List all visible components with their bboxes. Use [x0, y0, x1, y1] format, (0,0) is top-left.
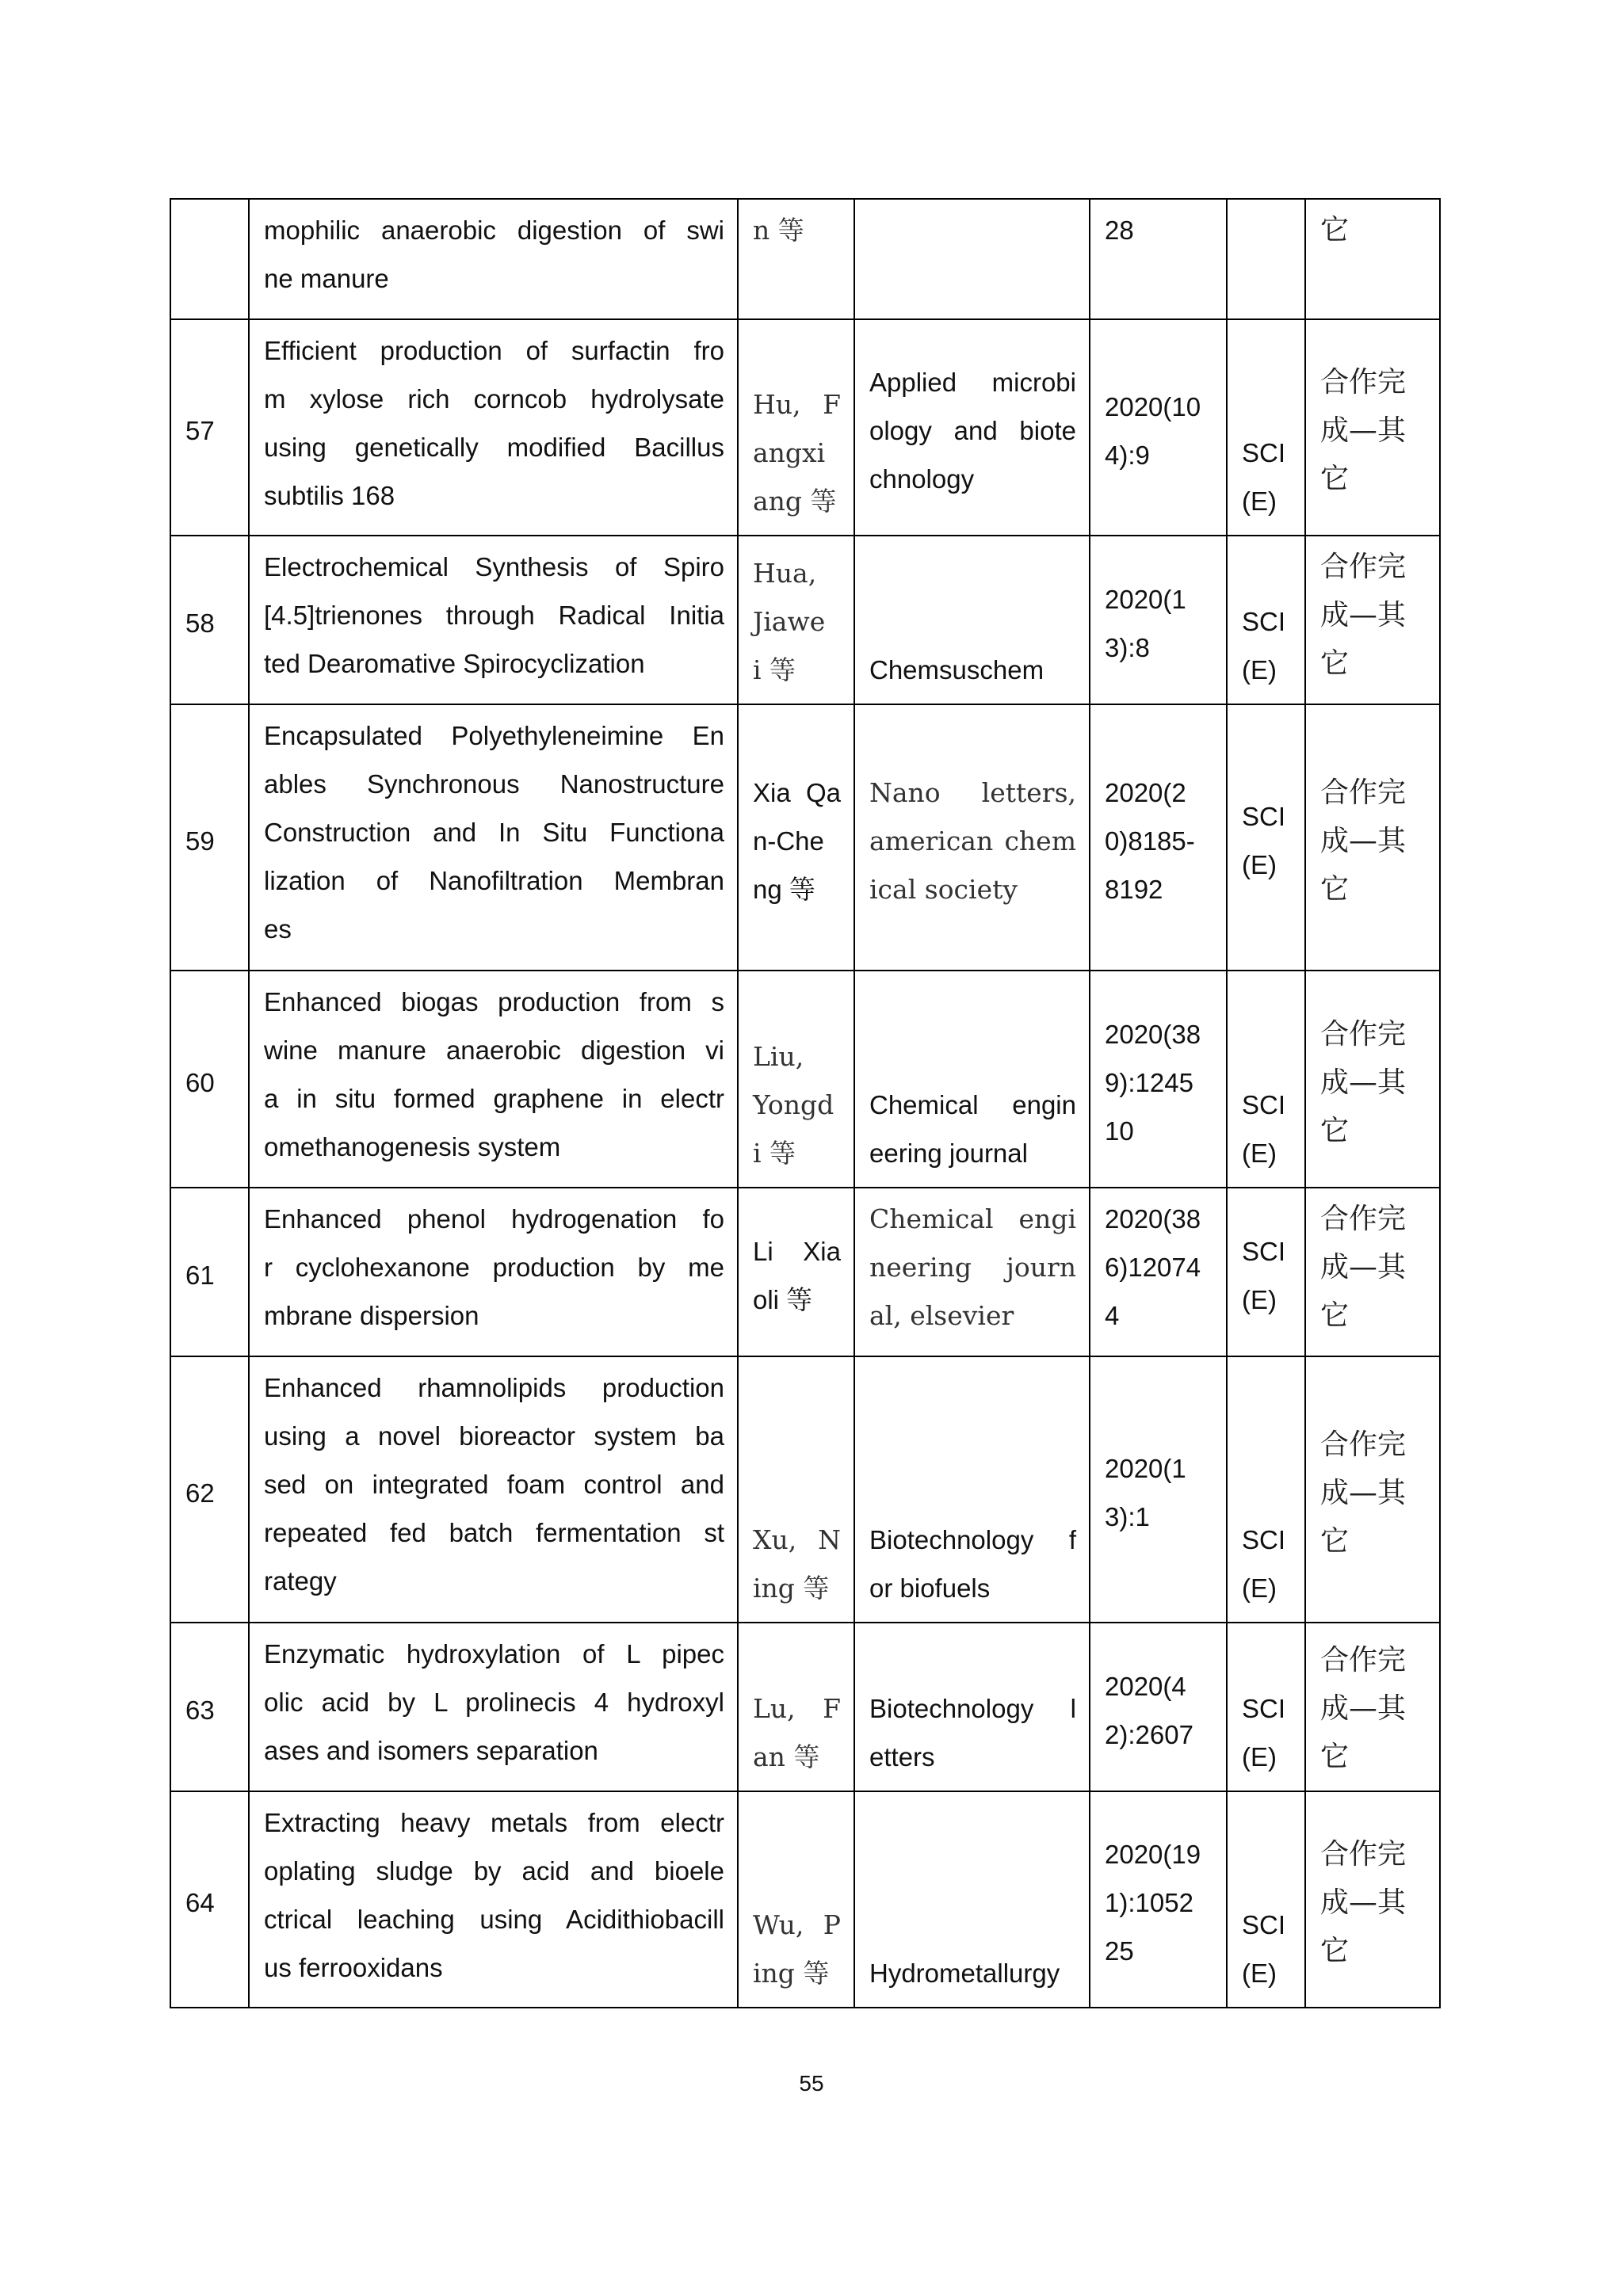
role-line: 合作完 — [1320, 1838, 1407, 1871]
issue-line: 0)8185- — [1105, 826, 1195, 856]
role-line: 它 — [1320, 1935, 1350, 1967]
cell-journal — [854, 1188, 1090, 1356]
author-line: Li Xia — [753, 1236, 841, 1266]
cell-title — [249, 1791, 738, 2008]
index-line: SCI — [1242, 1525, 1286, 1554]
title-line: olic acid by L prolinecis 4 hydroxyl — [264, 1688, 724, 1717]
title-line: ables Synchronous Nanostructure — [264, 769, 724, 799]
cell-author — [738, 1791, 854, 2008]
author-line: n 等 — [753, 215, 804, 246]
cell-issue — [1090, 319, 1227, 536]
author-line: i 等 — [753, 654, 796, 685]
title-line: lization of Nanofiltration Membran — [264, 866, 724, 895]
role-line: 成—其 — [1320, 1476, 1407, 1509]
author-line: Liu, — [753, 1041, 804, 1072]
issue-line: 6)12074 — [1105, 1253, 1201, 1282]
title-line: Construction and In Situ Functiona — [264, 818, 724, 847]
title-line: mophilic anaerobic digestion of swi — [264, 215, 724, 245]
cell-index — [1227, 319, 1305, 536]
role-line: 合作完 — [1320, 1017, 1407, 1051]
cell-journal — [854, 536, 1090, 704]
cell-role — [1305, 319, 1440, 536]
index-line: (E) — [1242, 1573, 1277, 1603]
role-line: 它 — [1320, 647, 1350, 680]
cell-index — [1227, 199, 1305, 319]
title-line: omethanogenesis system — [264, 1132, 561, 1161]
journal-line: neering journ — [869, 1252, 1076, 1283]
title-line: ne manure — [264, 264, 389, 293]
cell-no: 60 — [170, 971, 249, 1188]
table-row — [170, 971, 1440, 1188]
issue-line: 10 — [1105, 1116, 1134, 1146]
role-line: 它 — [1320, 1524, 1350, 1558]
title-line: subtilis 168 — [264, 481, 395, 510]
issue-line: 9):1245 — [1105, 1067, 1193, 1097]
cell-no — [170, 199, 249, 319]
title-line: rategy — [264, 1566, 337, 1596]
cell-role — [1305, 536, 1440, 704]
index-line: SCI — [1242, 802, 1286, 831]
title-line: wine manure anaerobic digestion vi — [264, 1035, 724, 1065]
cell-index — [1227, 1188, 1305, 1356]
cell-author — [738, 319, 854, 536]
title-line: Enhanced rhamnolipids production — [264, 1373, 724, 1402]
author-line: an 等 — [753, 1741, 820, 1772]
cell-issue — [1090, 1188, 1227, 1356]
title-line: repeated fed batch fermentation st — [264, 1518, 724, 1547]
role-line: 它 — [1320, 1741, 1350, 1773]
cell-no: 61 — [170, 1188, 249, 1356]
author-line: Xia Qa — [753, 777, 841, 807]
issue-line: 8192 — [1105, 874, 1163, 904]
table-row — [170, 1188, 1440, 1356]
author-line: oli 等 — [753, 1284, 813, 1314]
author-line: ng 等 — [753, 874, 815, 904]
journal-line: Hydrometallurgy — [869, 1958, 1060, 1988]
cell-no: 57 — [170, 319, 249, 536]
cell-no: 62 — [170, 1356, 249, 1623]
title-line: using a novel bioreactor system ba — [264, 1421, 724, 1451]
cell-role — [1305, 1791, 1440, 2008]
role-line: 它 — [1320, 214, 1350, 246]
title-line: mbrane dispersion — [264, 1301, 479, 1330]
cell-title — [249, 1356, 738, 1623]
cell-no: 58 — [170, 536, 249, 704]
journal-line: Nano letters, — [869, 776, 1076, 808]
page-number: 55 — [799, 2071, 824, 2096]
author-line: Lu, F — [753, 1693, 841, 1724]
journal-line: etters — [869, 1742, 935, 1772]
title-line: oplating sludge by acid and bioele — [264, 1856, 724, 1886]
cell-index — [1227, 536, 1305, 704]
role-line: 它 — [1320, 1299, 1350, 1332]
title-line: us ferrooxidans — [264, 1953, 443, 1982]
cell-title — [249, 704, 738, 971]
issue-line: 3):1 — [1105, 1502, 1150, 1531]
index-line: SCI — [1242, 1236, 1286, 1266]
author-line: ing 等 — [753, 1573, 830, 1604]
cell-issue — [1090, 1791, 1227, 2008]
issue-line: 28 — [1105, 215, 1134, 245]
title-line: ases and isomers separation — [264, 1736, 598, 1765]
journal-line: Biotechnology l — [869, 1694, 1076, 1723]
index-line: (E) — [1242, 1138, 1277, 1168]
cell-journal — [854, 1623, 1090, 1791]
cell-author — [738, 199, 854, 319]
journal-line: Applied microbi — [869, 368, 1076, 397]
issue-line: 4):9 — [1105, 440, 1150, 470]
cell-title — [249, 319, 738, 536]
journal-line: Biotechnology f — [869, 1525, 1076, 1554]
journal-line: chnology — [869, 464, 975, 494]
cell-issue — [1090, 1623, 1227, 1791]
journal-line: ical society — [869, 873, 1018, 905]
cell-no: 59 — [170, 704, 249, 971]
cell-role — [1305, 1356, 1440, 1623]
author-line: Yongd — [753, 1089, 834, 1120]
index-line: (E) — [1242, 850, 1277, 879]
role-line: 成—其 — [1320, 1066, 1407, 1099]
journal-line: Chemical engi — [869, 1203, 1076, 1234]
title-line: r cyclohexanone production by me — [264, 1253, 724, 1282]
title-line: Efficient production of surfactin fro — [264, 336, 724, 365]
role-line: 它 — [1320, 463, 1350, 495]
author-line: ang 等 — [753, 486, 837, 517]
role-line: 合作完 — [1320, 1428, 1407, 1461]
cell-index — [1227, 1623, 1305, 1791]
title-line: a in situ formed graphene in electr — [264, 1084, 724, 1113]
author-line: Xu, N — [753, 1524, 841, 1555]
cell-title — [249, 199, 738, 319]
cell-journal — [854, 1356, 1090, 1623]
issue-line: 2020(10 — [1105, 391, 1201, 421]
cell-author — [738, 971, 854, 1188]
cell-issue — [1090, 536, 1227, 704]
cell-author — [738, 536, 854, 704]
issue-line: 2020(2 — [1105, 777, 1186, 807]
cell-author — [738, 1623, 854, 1791]
journal-line: al, elsevier — [869, 1300, 1014, 1331]
cell-title — [249, 1623, 738, 1791]
cell-no: 63 — [170, 1623, 249, 1791]
title-line: Enhanced biogas production from s — [264, 987, 724, 1016]
cell-title — [249, 971, 738, 1188]
publication-table — [170, 198, 1441, 2008]
role-line: 合作完 — [1320, 551, 1407, 583]
cell-index — [1227, 704, 1305, 971]
cell-issue — [1090, 971, 1227, 1188]
title-line: using genetically modified Bacillus — [264, 433, 724, 462]
journal-line: Chemsuschem — [869, 655, 1044, 685]
issue-line: 2020(4 — [1105, 1671, 1186, 1701]
table-row — [170, 1623, 1440, 1791]
role-line: 合作完 — [1320, 366, 1407, 399]
journal-line: Chemical engin — [869, 1090, 1076, 1119]
cell-index — [1227, 1356, 1305, 1623]
author-line: n-Che — [753, 826, 824, 856]
author-line: i 等 — [753, 1138, 796, 1169]
title-line: sed on integrated foam control and — [264, 1470, 724, 1499]
journal-line: or biofuels — [869, 1573, 991, 1603]
cell-role — [1305, 1623, 1440, 1791]
cell-role — [1305, 971, 1440, 1188]
index-line: SCI — [1242, 438, 1286, 467]
index-line: (E) — [1242, 1284, 1277, 1314]
table-row — [170, 319, 1440, 536]
cell-author — [738, 1188, 854, 1356]
title-line: ted Dearomative Spirocyclization — [264, 649, 645, 678]
role-line: 成—其 — [1320, 1886, 1407, 1919]
cell-no: 64 — [170, 1791, 249, 2008]
title-line: Electrochemical Synthesis of Spiro — [264, 552, 724, 582]
author-line: Hua, — [753, 558, 817, 589]
author-line: ing 等 — [753, 1958, 830, 1989]
cell-role — [1305, 704, 1440, 971]
cell-issue — [1090, 1356, 1227, 1623]
table-body — [170, 199, 1440, 2008]
cell-issue — [1090, 199, 1227, 319]
cell-journal — [854, 199, 1090, 319]
table-row — [170, 1791, 1440, 2008]
author-line: Hu, F — [753, 389, 841, 420]
index-line: (E) — [1242, 486, 1277, 516]
index-line: (E) — [1242, 1742, 1277, 1772]
title-line: Enhanced phenol hydrogenation fo — [264, 1204, 724, 1234]
table-row — [170, 199, 1440, 319]
author-line: angxi — [753, 437, 826, 468]
index-line: SCI — [1242, 607, 1286, 636]
cell-author — [738, 704, 854, 971]
journal-line: eering journal — [869, 1138, 1028, 1168]
issue-line: 2):2607 — [1105, 1719, 1193, 1749]
table-row — [170, 536, 1440, 704]
issue-line: 4 — [1105, 1301, 1120, 1330]
cell-title — [249, 1188, 738, 1356]
title-line: Enzymatic hydroxylation of L pipec — [264, 1639, 724, 1669]
cell-role — [1305, 1188, 1440, 1356]
issue-line: 2020(1 — [1105, 584, 1186, 614]
issue-line: 3):8 — [1105, 632, 1150, 662]
cell-issue — [1090, 704, 1227, 971]
role-line: 成—其 — [1320, 414, 1407, 447]
cell-title — [249, 536, 738, 704]
index-line: SCI — [1242, 1090, 1286, 1119]
journal-line: american chem — [869, 825, 1076, 856]
role-line: 成—其 — [1320, 599, 1407, 631]
title-line: Extracting heavy metals from electr — [264, 1808, 724, 1837]
table-row — [170, 704, 1440, 971]
issue-line: 2020(19 — [1105, 1840, 1201, 1869]
index-line: SCI — [1242, 1910, 1286, 1939]
index-line: (E) — [1242, 655, 1277, 685]
role-line: 它 — [1320, 872, 1350, 906]
cell-author — [738, 1356, 854, 1623]
role-line: 合作完 — [1320, 776, 1407, 809]
title-line: [4.5]trienones through Radical Initia — [264, 601, 724, 630]
cell-journal — [854, 971, 1090, 1188]
cell-journal — [854, 1791, 1090, 2008]
role-line: 它 — [1320, 1114, 1350, 1147]
cell-index — [1227, 1791, 1305, 2008]
issue-line: 2020(38 — [1105, 1019, 1201, 1049]
title-line: es — [264, 914, 292, 944]
role-line: 合作完 — [1320, 1644, 1407, 1676]
role-line: 成—其 — [1320, 824, 1407, 857]
index-line: (E) — [1242, 1958, 1277, 1988]
author-line: Jiawe — [753, 606, 826, 637]
issue-line: 1):1052 — [1105, 1888, 1193, 1917]
issue-line: 2020(1 — [1105, 1454, 1186, 1483]
cell-index — [1227, 971, 1305, 1188]
title-line: ctrical leaching using Acidithiobacill — [264, 1905, 724, 1934]
role-line: 合作完 — [1320, 1203, 1407, 1235]
issue-line: 25 — [1105, 1936, 1134, 1966]
title-line: Encapsulated Polyethyleneimine En — [264, 721, 724, 750]
table-row — [170, 1356, 1440, 1623]
index-line: SCI — [1242, 1694, 1286, 1723]
title-line: m xylose rich corncob hydrolysate — [264, 384, 724, 414]
journal-line: ology and biote — [869, 416, 1076, 445]
cell-role — [1305, 199, 1440, 319]
cell-journal — [854, 704, 1090, 971]
cell-journal — [854, 319, 1090, 536]
role-line: 成—其 — [1320, 1692, 1407, 1725]
author-line: Wu, P — [753, 1909, 841, 1940]
role-line: 成—其 — [1320, 1251, 1407, 1283]
issue-line: 2020(38 — [1105, 1204, 1201, 1234]
